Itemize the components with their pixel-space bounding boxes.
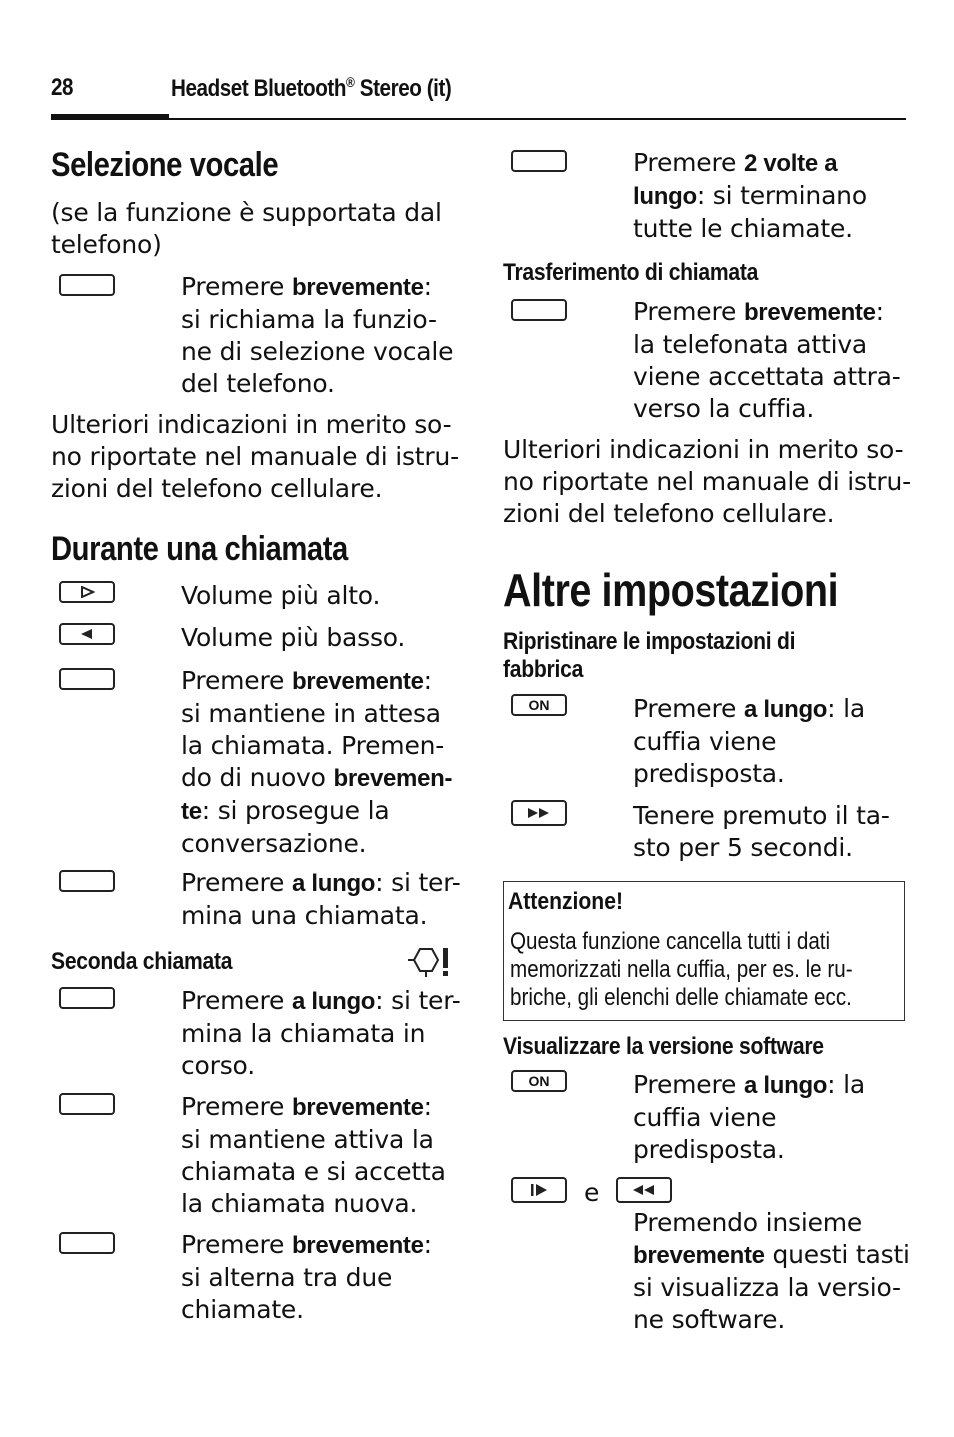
header-rule-thin [169, 118, 906, 120]
heading-software-version: Visualizzare la versione software [503, 1033, 824, 1060]
on-key-icon: ON [511, 694, 567, 716]
network-dependent-icon [406, 945, 452, 984]
play-pause-key-icon [511, 1177, 567, 1203]
heading-second-call: Seconda chiamata [51, 948, 233, 975]
end-current-call-instruction: Premere a lungo: si ter- mina la chiamata in corso. [181, 986, 461, 1080]
fast-forward-key-icon [511, 800, 567, 826]
right-arrow-key-icon [59, 581, 115, 603]
call-transfer-info: Ulteriori indicazioni in merito so- no riportate nel manuale di istru- zioni del telefono cellulare. [503, 435, 911, 528]
accept-new-call-instruction: Premere brevemente: si mantiene attiva la chiamata e si accetta la chiamata nuova. [181, 1092, 446, 1218]
toggle-calls-instruction: Premere brevemente: si alterna tra due chiamate. [181, 1230, 432, 1324]
heading-other-settings: Altre impostazioni [503, 564, 839, 616]
key-blank-icon [59, 987, 115, 1009]
header-rule-thick [51, 114, 169, 120]
volume-down-text: Volume più basso. [181, 623, 406, 652]
volume-up-text: Volume più alto. [181, 581, 381, 610]
key-blank-icon [59, 274, 115, 296]
key-blank-icon [59, 1093, 115, 1115]
software-version-step1: Premere a lungo: la cuffia viene predisposta. [633, 1070, 866, 1164]
key-blank-icon [511, 299, 567, 321]
and-connector: e [584, 1178, 600, 1207]
heading-during-call: Durante una chiamata [51, 530, 348, 568]
heading-call-transfer: Trasferimento di chiamata [503, 259, 759, 286]
factory-reset-step2: Tenere premuto il ta- sto per 5 secondi. [633, 801, 890, 862]
rewind-key-icon [616, 1177, 672, 1203]
left-arrow-key-icon [59, 623, 115, 645]
voice-selection-info: Ulteriori indicazioni in merito so- no riportate nel manuale di istru- zioni del telefono cellulare. [51, 410, 459, 503]
call-transfer-instruction: Premere brevemente: la telefonata attiva viene accettata attra- verso la cuffia. [633, 297, 901, 423]
warning-title: Attenzione! [508, 888, 623, 915]
hold-call-instruction: Premere brevemente: si mantiene in attesa la chiamata. Premen- do di nuovo brevemen- te: si prosegue la conversazione. [181, 666, 453, 858]
heading-factory-reset: Ripristinare le impostazioni di fabbrica [503, 628, 796, 683]
heading-voice-selection: Selezione vocale [51, 146, 279, 184]
warning-text: Questa funzione cancella tutti i dati memorizzati nella cuffia, per es. le ru- briche, gli elenchi delle chiamate ecc. [510, 928, 853, 1011]
key-blank-icon [59, 668, 115, 690]
key-blank-icon [59, 1232, 115, 1254]
end-all-calls-instruction: Premere 2 volte a lungo: si terminano tutte le chiamate. [633, 148, 867, 243]
voice-selection-instruction: Premere brevemente: si richiama la funzio- ne di selezione vocale del telefono. [181, 272, 454, 398]
key-blank-icon [511, 150, 567, 172]
factory-reset-step1: Premere a lungo: la cuffia viene predisposta. [633, 694, 866, 788]
software-version-step2: Premendo insieme brevemente questi tasti si visualizza la versio- ne software. [633, 1208, 910, 1334]
page-number: 28 [51, 74, 74, 101]
end-call-instruction: Premere a lungo: si ter- mina una chiamata. [181, 868, 461, 930]
running-header: Headset Bluetooth® Stereo (it) [171, 74, 452, 102]
voice-selection-note: (se la funzione è supportata dal telefono) [51, 198, 442, 259]
key-blank-icon [59, 870, 115, 892]
on-key-icon: ON [511, 1070, 567, 1092]
